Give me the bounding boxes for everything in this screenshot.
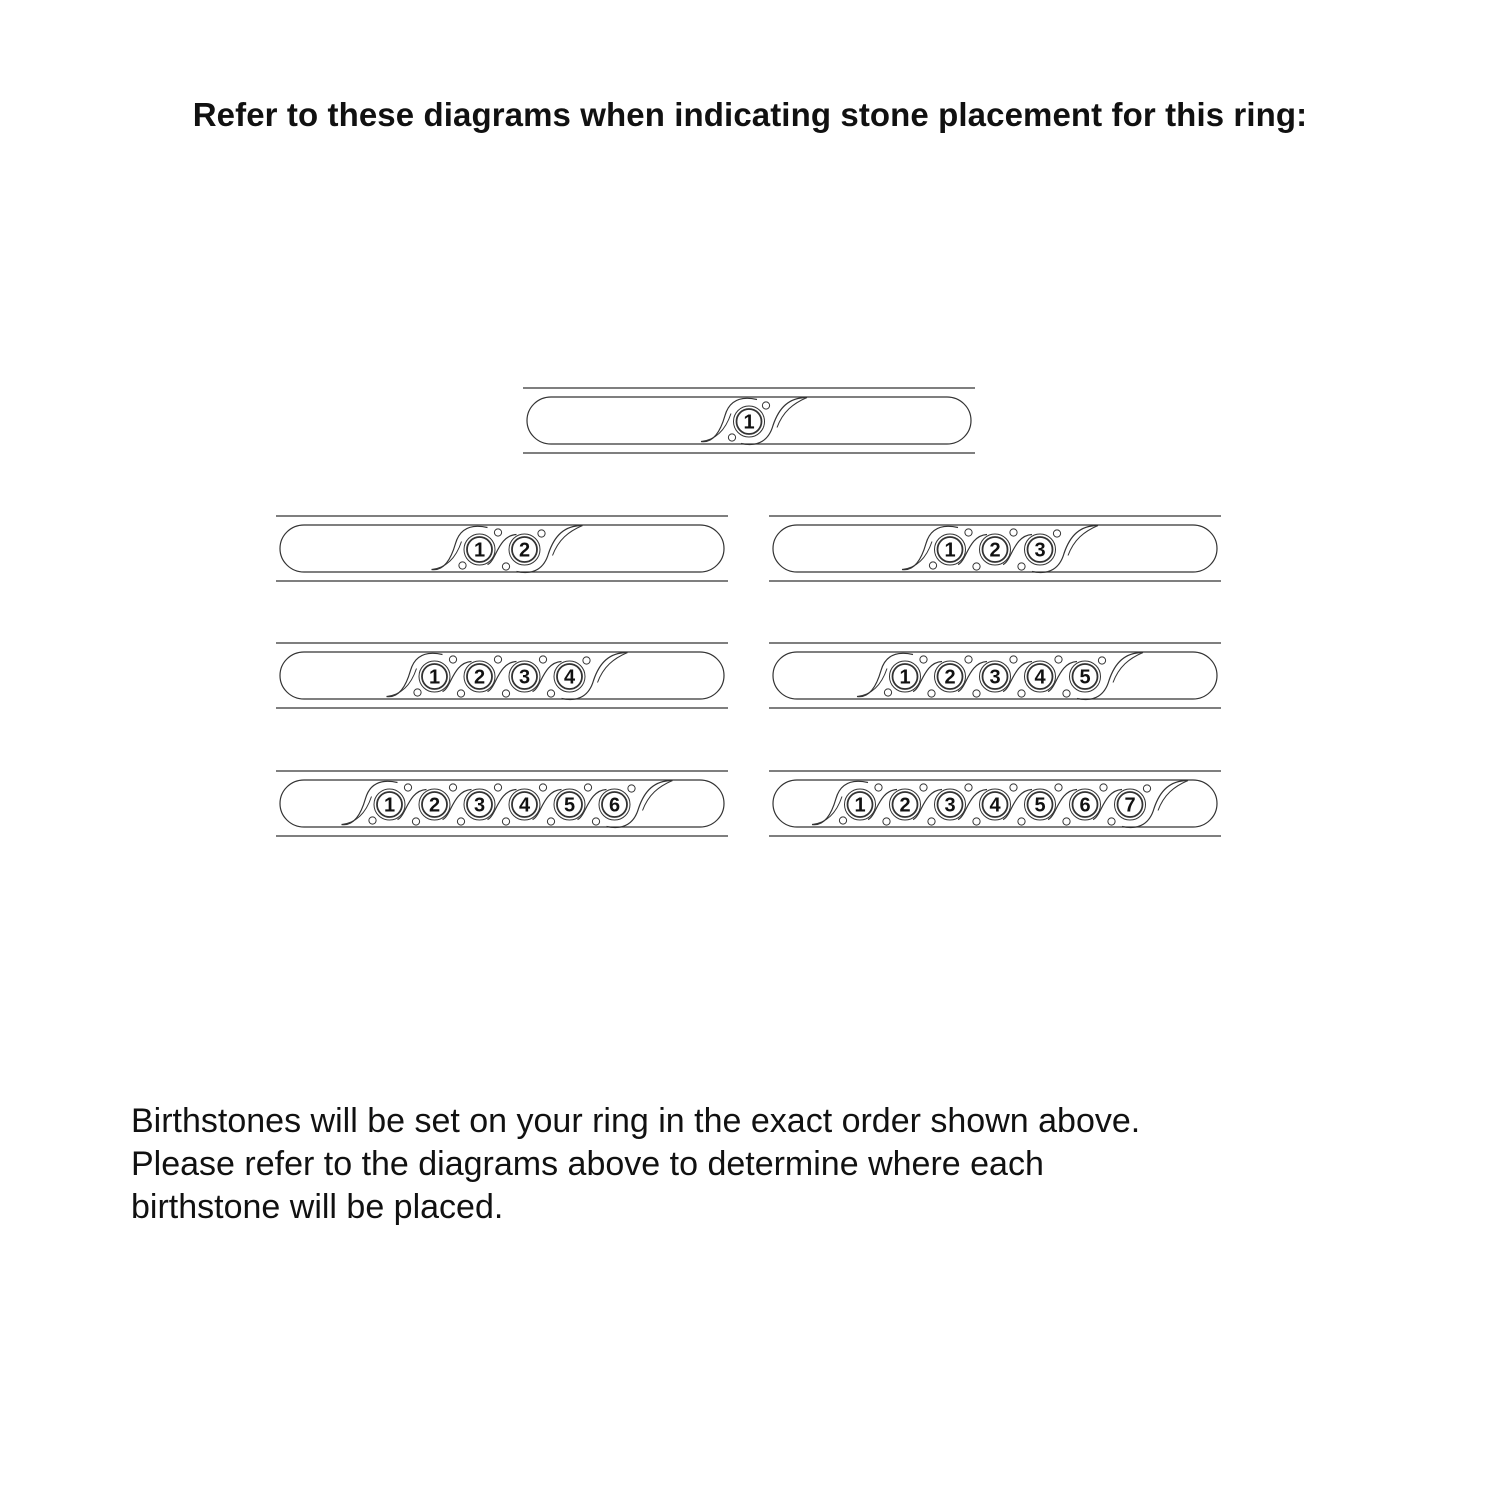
- accent-bead: [538, 530, 545, 537]
- accent-bead: [1063, 818, 1070, 825]
- stone-number: 4: [989, 794, 1001, 817]
- accent-bead: [1018, 818, 1025, 825]
- left-swirl-inner: [812, 797, 842, 825]
- accent-bead: [1055, 784, 1062, 791]
- accent-bead: [1108, 818, 1115, 825]
- stone-number: 3: [944, 794, 956, 817]
- right-swirl-inner: [1068, 526, 1098, 556]
- accent-bead: [412, 818, 419, 825]
- accent-bead: [502, 563, 509, 570]
- accent-bead: [1010, 529, 1017, 536]
- stone-number: 4: [1034, 666, 1046, 689]
- accent-bead: [728, 434, 735, 441]
- accent-bead: [547, 818, 554, 825]
- stone-number: 6: [1079, 794, 1091, 817]
- accent-bead: [1010, 656, 1017, 663]
- accent-bead: [973, 818, 980, 825]
- accent-bead: [920, 784, 927, 791]
- accent-bead: [1098, 657, 1105, 664]
- accent-bead: [1018, 690, 1025, 697]
- stone-number: 7: [1124, 794, 1136, 817]
- stone-number: 2: [518, 539, 531, 562]
- accent-bead: [539, 784, 546, 791]
- accent-bead: [762, 402, 769, 409]
- accent-bead: [583, 657, 590, 664]
- accent-bead: [839, 817, 846, 824]
- accent-bead: [502, 818, 509, 825]
- ring-diagram-7-stones: [769, 771, 1221, 836]
- stone-number: 3: [518, 666, 531, 689]
- accent-bead: [457, 818, 464, 825]
- accent-bead: [920, 656, 927, 663]
- ring-diagram-3-stones: [769, 516, 1221, 581]
- stone-number: 1: [743, 411, 755, 434]
- stone-number: 3: [1034, 539, 1046, 562]
- stone-number: 1: [428, 666, 441, 689]
- ring-diagram-5-stones: [769, 643, 1221, 708]
- accent-bead: [494, 656, 501, 663]
- accent-bead: [973, 690, 980, 697]
- stone-number: 1: [899, 666, 911, 689]
- stone-number: 2: [899, 794, 911, 817]
- left-swirl-inner: [342, 797, 372, 825]
- stone-number: 2: [944, 666, 956, 689]
- ring-diagram-2-stones: [276, 516, 728, 581]
- accent-bead: [875, 784, 882, 791]
- accent-bead: [502, 690, 509, 697]
- ring-diagram-1-stone: [523, 388, 975, 453]
- left-swirl-inner: [387, 669, 417, 697]
- ring-diagram-4-stones: [276, 643, 728, 708]
- right-swirl-inner: [643, 781, 673, 811]
- stone-number: 1: [944, 539, 956, 562]
- footer-line-1: Birthstones will be set on your ring in the exact order shown above.: [131, 1102, 1141, 1140]
- accent-bead: [584, 784, 591, 791]
- stone-number: 6: [608, 794, 621, 817]
- stone-number: 5: [1079, 666, 1091, 689]
- accent-bead: [1053, 530, 1060, 537]
- left-swirl-inner: [857, 669, 887, 697]
- page-heading: Refer to these diagrams when indicating stone placement for this ring:: [192, 96, 1308, 133]
- footer-line-3: birthstone will be placed.: [131, 1188, 504, 1226]
- accent-bead: [459, 562, 466, 569]
- right-swirl-inner: [1113, 653, 1143, 683]
- left-swirl-inner: [902, 542, 932, 570]
- accent-bead: [929, 562, 936, 569]
- accent-bead: [1010, 784, 1017, 791]
- footer-line-2: Please refer to the diagrams above to determine where each: [131, 1145, 1044, 1183]
- accent-bead: [1055, 656, 1062, 663]
- right-swirl-inner: [1158, 781, 1188, 811]
- stone-number: 4: [563, 666, 576, 689]
- right-swirl-inner: [777, 398, 807, 428]
- accent-bead: [369, 817, 376, 824]
- right-swirl-inner: [553, 526, 583, 556]
- accent-bead: [928, 818, 935, 825]
- left-swirl-inner: [701, 414, 731, 442]
- accent-bead: [457, 690, 464, 697]
- footer-note: [131, 1100, 1381, 1229]
- stone-number: 5: [1034, 794, 1046, 817]
- accent-bead: [494, 529, 501, 536]
- accent-bead: [628, 785, 635, 792]
- accent-bead: [404, 784, 411, 791]
- accent-bead: [973, 563, 980, 570]
- accent-bead: [494, 784, 501, 791]
- accent-bead: [928, 690, 935, 697]
- accent-bead: [965, 529, 972, 536]
- accent-bead: [1063, 690, 1070, 697]
- right-swirl-inner: [598, 653, 628, 683]
- stone-number: 1: [473, 539, 486, 562]
- accent-bead: [884, 689, 891, 696]
- accent-bead: [449, 656, 456, 663]
- stone-number: 2: [428, 794, 441, 817]
- accent-bead: [1100, 784, 1107, 791]
- accent-bead: [414, 689, 421, 696]
- stone-number: 3: [473, 794, 486, 817]
- accent-bead: [592, 818, 599, 825]
- accent-bead: [1143, 785, 1150, 792]
- stone-number: 4: [518, 794, 531, 817]
- stone-number: 3: [989, 666, 1001, 689]
- accent-bead: [547, 690, 554, 697]
- accent-bead: [883, 818, 890, 825]
- stone-number: 2: [989, 539, 1001, 562]
- ring-diagram-6-stones: [276, 771, 728, 836]
- accent-bead: [965, 656, 972, 663]
- accent-bead: [539, 656, 546, 663]
- accent-bead: [965, 784, 972, 791]
- stone-number: 1: [854, 794, 866, 817]
- accent-bead: [1018, 563, 1025, 570]
- left-swirl-inner: [432, 542, 462, 570]
- accent-bead: [449, 784, 456, 791]
- stone-number: 1: [383, 794, 396, 817]
- stone-number: 5: [563, 794, 576, 817]
- stone-number: 2: [473, 666, 486, 689]
